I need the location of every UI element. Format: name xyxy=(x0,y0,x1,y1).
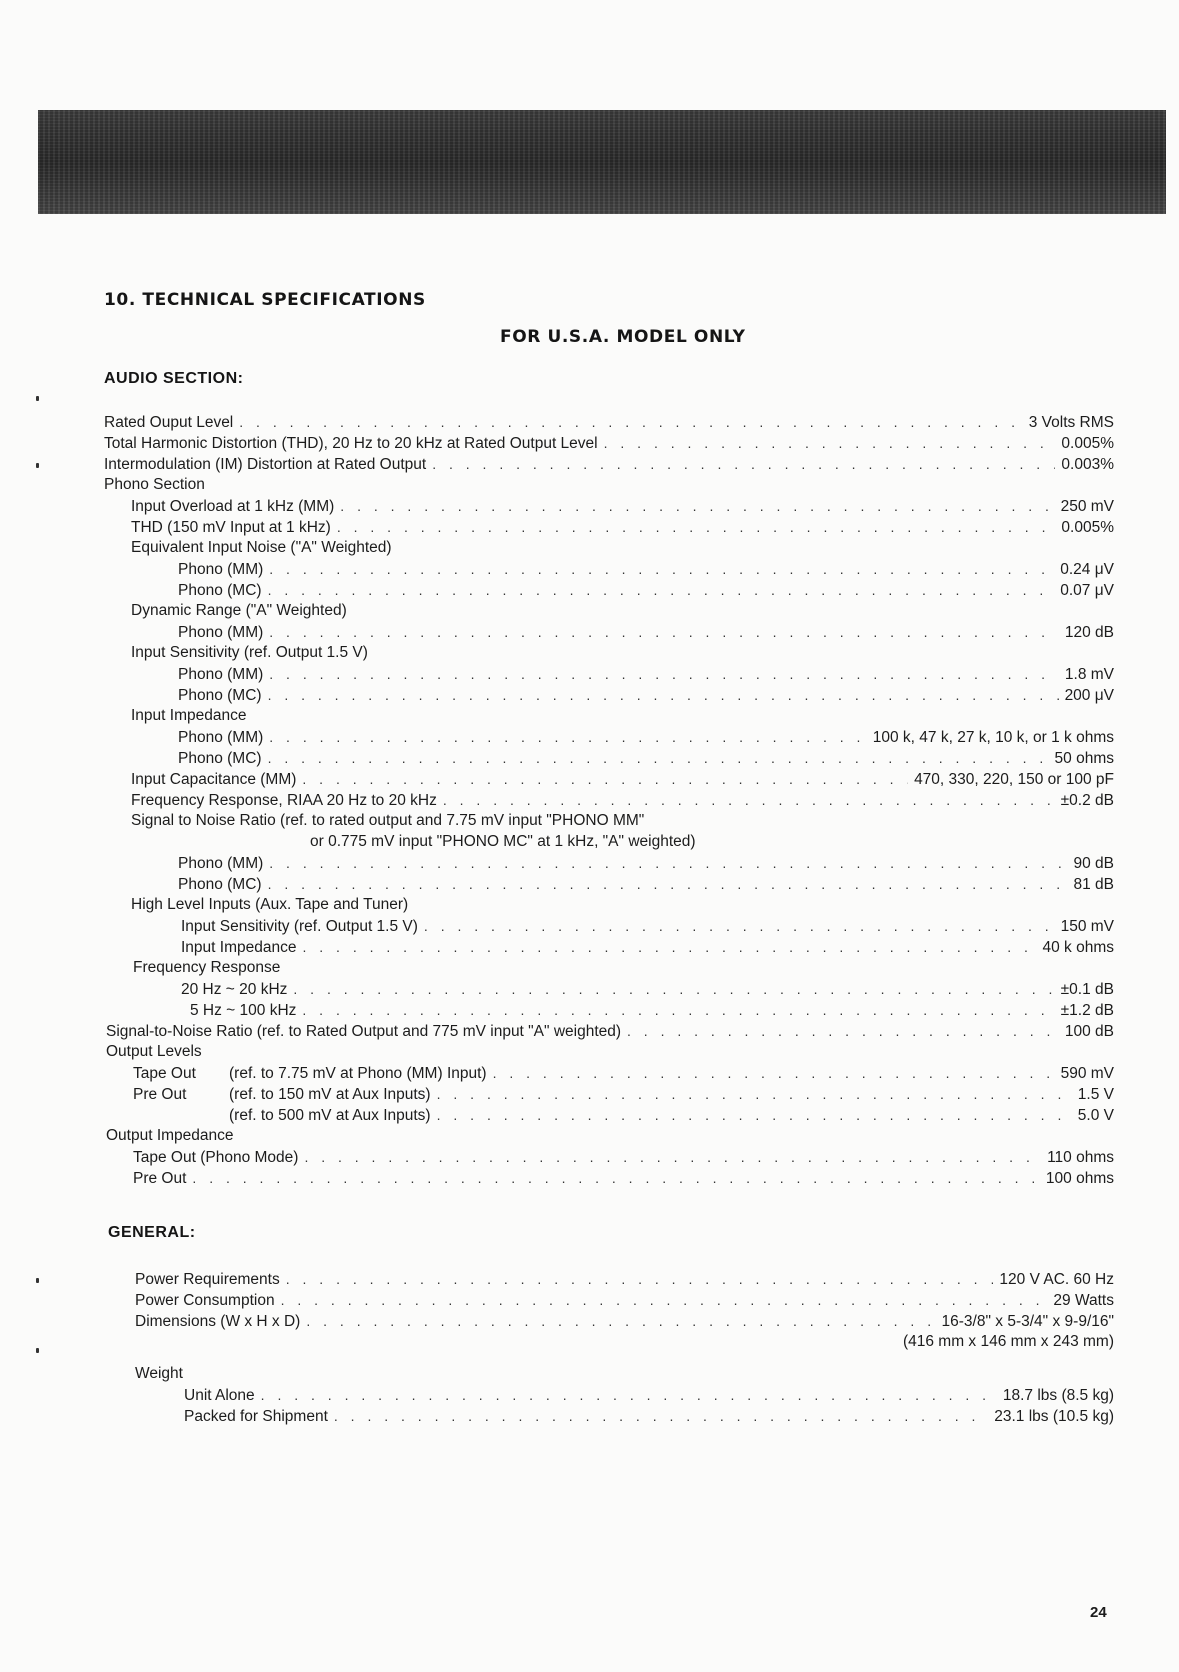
margin-mark xyxy=(36,463,39,468)
input-impedance-title: Input Impedance xyxy=(131,707,247,724)
spec-row-dr-mm: Phono (MM) . . . 120 dB xyxy=(178,621,1114,643)
spec-row-ein-mc: Phono (MC) . . . 0.07 μV xyxy=(178,579,1114,601)
output-levels-title: Output Levels xyxy=(106,1043,202,1060)
spec-row-rated-output: Rated Ouput Level . . . 3 Volts RMS xyxy=(104,411,1114,433)
general-section-title: GENERAL: xyxy=(108,1224,196,1241)
output-impedance-title: Output Impedance xyxy=(106,1127,234,1144)
snr-title-line-2: or 0.775 mV input "PHONO MC" at 1 kHz, "A" weighted) xyxy=(310,833,696,850)
phono-section-label: Phono Section xyxy=(104,476,205,493)
spec-row-pre-out-150: Pre Out (ref. to 150 mV at Aux Inputs) . . . 1.5 V xyxy=(133,1083,1114,1105)
page-title: 10. TECHNICAL SPECIFICATIONS xyxy=(104,290,426,310)
spec-row-riaa: Frequency Response, RIAA 20 Hz to 20 kHz . . . ±0.2 dB xyxy=(131,789,1114,811)
spec-row-high-sens: Input Sensitivity (ref. Output 1.5 V) . . . 150 mV xyxy=(181,915,1114,937)
spec-row-dimensions: Dimensions (W x H x D) . . . 16-3/8" x 5-3/4" x 9-9/16" xyxy=(135,1310,1114,1332)
spec-row-fr-100k: 5 Hz ~ 100 kHz . . . ±1.2 dB xyxy=(190,999,1114,1021)
spec-row-ein-mm: Phono (MM) . . . 0.24 μV xyxy=(178,558,1114,580)
page-number: 24 xyxy=(1090,1604,1107,1621)
ein-title: Equivalent Input Noise ("A" Weighted) xyxy=(131,539,392,556)
input-sensitivity-title: Input Sensitivity (ref. Output 1.5 V) xyxy=(131,644,368,661)
spec-row-pre-out-500: (ref. to 500 mV at Aux Inputs) . . . 5.0 V xyxy=(229,1104,1114,1126)
dimensions-metric: (416 mm x 146 mm x 243 mm) xyxy=(902,1333,1114,1350)
spec-row-snr-mm: Phono (MM) . . . 90 dB xyxy=(178,852,1114,874)
spec-row-out-imp-pre: Pre Out . . . 100 ohms xyxy=(133,1167,1114,1189)
spec-row-imp-mc: Phono (MC) . . . 50 ohms xyxy=(178,747,1114,769)
spec-row-snr-general: Signal-to-Noise Ratio (ref. to Rated Output and 775 mV input "A" weighted) . . . 100 dB xyxy=(106,1020,1114,1042)
spec-row-packed: Packed for Shipment . . . 23.1 lbs (10.5 kg) xyxy=(184,1405,1114,1427)
spec-row-power-cons: Power Consumption . . . 29 Watts xyxy=(135,1289,1114,1311)
spec-row-im: Intermodulation (IM) Distortion at Rated Output . . . 0.003% xyxy=(104,453,1114,475)
spec-row-input-overload: Input Overload at 1 kHz (MM) . . . 250 mV xyxy=(131,495,1114,517)
audio-section-title: AUDIO SECTION: xyxy=(104,370,244,387)
spec-row-power-req: Power Requirements . . . 120 V AC. 60 Hz xyxy=(135,1268,1114,1290)
spec-row-capacitance: Input Capacitance (MM) . . . 470, 330, 220, 150 or 100 pF xyxy=(131,768,1114,790)
margin-mark xyxy=(36,1278,39,1283)
spec-row-imp-mm: Phono (MM) . . . 100 k, 47 k, 27 k, 10 k, or 1 k ohms xyxy=(178,726,1114,748)
spec-row-sens-mm: Phono (MM) . . . 1.8 mV xyxy=(178,663,1114,685)
spec-row-out-imp-tape: Tape Out (Phono Mode) . . . 110 ohms xyxy=(133,1146,1114,1168)
frequency-response-title: Frequency Response xyxy=(133,959,281,976)
dynamic-range-title: Dynamic Range ("A" Weighted) xyxy=(131,602,347,619)
spec-row-sens-mc: Phono (MC) . . . 200 μV xyxy=(178,684,1114,706)
margin-mark xyxy=(36,1348,39,1353)
high-level-inputs-title: High Level Inputs (Aux. Tape and Tuner) xyxy=(131,896,409,913)
spec-row-fr-20k: 20 Hz ~ 20 kHz . . . ±0.1 dB xyxy=(181,978,1114,1000)
margin-mark xyxy=(36,396,39,401)
spec-row-high-imp: Input Impedance . . . 40 k ohms xyxy=(181,936,1114,958)
spec-row-snr-mc: Phono (MC) . . . 81 dB xyxy=(178,873,1114,895)
spec-row-phono-thd: THD (150 mV Input at 1 kHz) . . . 0.005% xyxy=(131,516,1114,538)
weight-title: Weight xyxy=(135,1365,183,1382)
spec-row-tape-out: Tape Out (ref. to 7.75 mV at Phono (MM) Input) . . . 590 mV xyxy=(133,1062,1114,1084)
header-banner xyxy=(38,110,1166,214)
snr-title-line-1: Signal to Noise Ratio (ref. to rated output and 7.75 mV input "PHONO MM" xyxy=(131,812,645,829)
model-subtitle: FOR U.S.A. MODEL ONLY xyxy=(500,327,746,347)
spec-row-thd: Total Harmonic Distortion (THD), 20 Hz to 20 kHz at Rated Output Level . . . 0.005% xyxy=(104,432,1114,454)
spec-row-unit-alone: Unit Alone . . . 18.7 lbs (8.5 kg) xyxy=(184,1384,1114,1406)
